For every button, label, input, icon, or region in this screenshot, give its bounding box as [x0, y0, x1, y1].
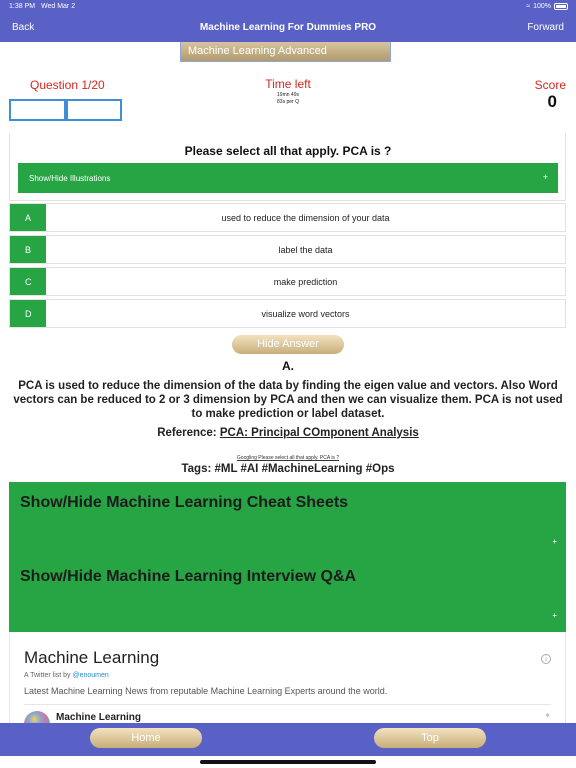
illustrations-toggle[interactable]	[18, 163, 558, 193]
illustrations-toggle-label: Show/Hide Illustrations	[29, 174, 111, 183]
answer-letter: A.	[282, 359, 294, 373]
status-bar	[0, 3, 576, 13]
time-left-label: Time left	[265, 77, 311, 91]
resources-panel	[9, 482, 566, 632]
score-value: 0	[547, 92, 557, 111]
twitter-embed	[9, 632, 566, 732]
choice-c[interactable]	[9, 267, 566, 296]
battery-percent: 100%	[533, 3, 551, 10]
category-select-value: Machine Learning Advanced	[188, 45, 327, 57]
plus-icon: +	[552, 611, 557, 620]
choice-letter: C	[10, 268, 46, 295]
interview-qa-toggle[interactable]: Show/Hide Machine Learning Interview Q&A	[20, 568, 357, 585]
choice-text: visualize word vectors	[261, 309, 350, 319]
choice-b[interactable]	[9, 235, 566, 264]
twitter-by-prefix: A Twitter list by	[24, 672, 73, 679]
twitter-user-name[interactable]: Machine Learning	[56, 712, 142, 723]
status-right	[526, 3, 568, 10]
home-button[interactable]: Home	[90, 728, 202, 748]
twitter-list-description: Latest Machine Learning News from reputable Machine Learning Experts around the world.	[24, 686, 388, 696]
top-bar	[0, 0, 576, 42]
category-select-edge	[390, 42, 396, 62]
choice-text: label the data	[278, 245, 333, 255]
twitter-list-by	[24, 672, 109, 679]
info-icon[interactable]: i	[541, 654, 551, 664]
back-button[interactable]: Back	[12, 22, 35, 33]
choice-letter: B	[10, 236, 46, 263]
time-per-question: 83s per Q	[277, 99, 299, 105]
status-date: Wed Mar 2	[41, 3, 76, 10]
wifi-icon: ≈	[526, 3, 531, 10]
twitter-handle-link[interactable]: @enoumen	[72, 672, 109, 679]
choice-d[interactable]	[9, 299, 566, 328]
divider	[24, 704, 551, 705]
choice-a[interactable]	[9, 203, 566, 232]
home-indicator	[200, 760, 376, 764]
score-label: Score	[534, 78, 566, 92]
twitter-bird-icon: ✦	[544, 711, 551, 720]
question-number: Question 1/20	[30, 78, 105, 92]
status-time: 1:38 PM	[9, 3, 36, 10]
choice-text: used to reduce the dimension of your data	[221, 213, 390, 223]
forward-button[interactable]: Forward	[527, 22, 564, 33]
plus-icon: +	[542, 172, 548, 182]
reference-label: Reference:	[157, 427, 217, 439]
bottom-bar	[0, 723, 576, 756]
twitter-list-title[interactable]: Machine Learning	[24, 648, 160, 667]
answer-explanation: PCA is used to reduce the dimension of the data by finding the eigen value and vectors. Also Word vectors can be reduced to 2 or 3 dimension by PCA and then we can visualize them. PCA is not used to make prediction or label dataset.	[13, 380, 563, 420]
cheat-sheets-toggle[interactable]: Show/Hide Machine Learning Cheat Sheets	[20, 494, 349, 511]
choice-letter: D	[10, 300, 46, 327]
choice-letter: A	[10, 204, 46, 231]
hide-answer-button[interactable]: Hide Answer	[232, 335, 344, 354]
page-title: Machine Learning For Dummies PRO	[199, 22, 377, 33]
time-left-value: 19mn 49s	[277, 92, 299, 98]
question-text: Please select all that apply. PCA is ?	[184, 144, 392, 158]
googling-link[interactable]: Googling Please select all that apply. PCA is ?	[236, 455, 340, 461]
battery-icon	[554, 3, 568, 10]
reference-link[interactable]: PCA: Principal COmponent Analysis	[219, 427, 419, 439]
plus-icon: +	[552, 537, 557, 546]
tags: Tags: #ML #AI #MachineLearning #Ops	[181, 463, 395, 475]
category-select[interactable]	[180, 42, 396, 62]
reference	[0, 427, 576, 439]
top-button[interactable]: Top	[374, 728, 486, 748]
choice-text: make prediction	[273, 277, 338, 287]
